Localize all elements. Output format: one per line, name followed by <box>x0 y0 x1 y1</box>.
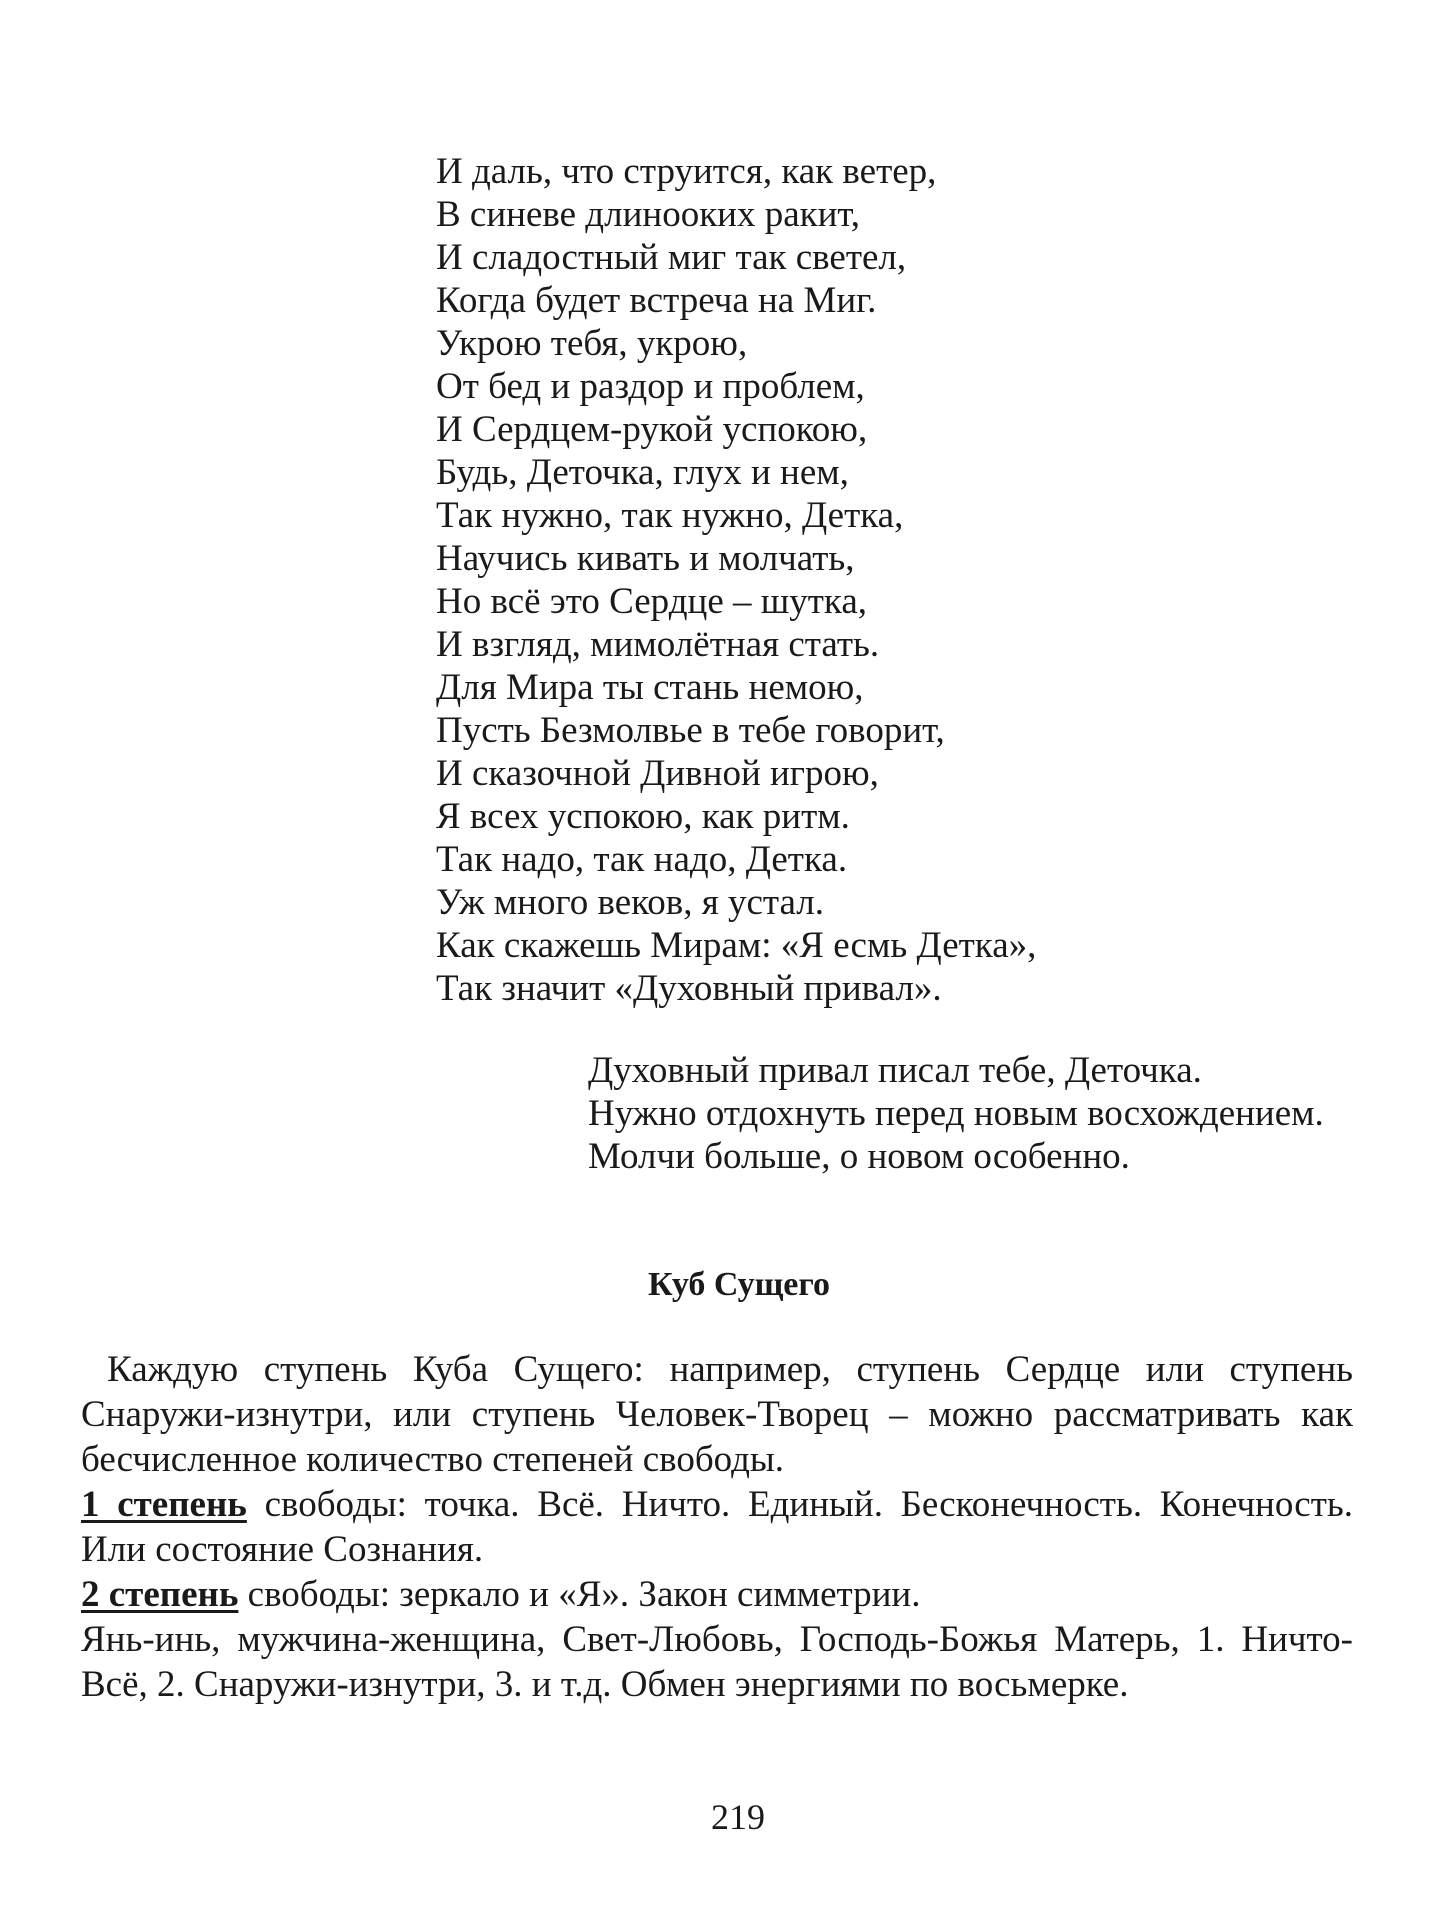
poem-line: Пусть Безмолвье в тебе говорит, <box>436 710 945 751</box>
note-line: Духовный привал писал тебе, Деточка. <box>588 1050 1202 1091</box>
section-body <box>81 1347 1353 1707</box>
degree-2-text: свободы: зеркало и «Я». Закон симметрии. <box>238 1574 921 1615</box>
poem-line: Но всё это Сердце – шутка, <box>436 581 867 622</box>
poem-line: От бед и раздор и проблем, <box>436 366 865 407</box>
poem-note <box>588 1049 1324 1178</box>
poem-line: И Сердцем-рукой успокою, <box>436 409 868 450</box>
degree-1-paragraph <box>81 1482 1353 1572</box>
poem-line: Для Мира ты стань немою, <box>436 667 864 708</box>
poem-line: И даль, что струится, как ветер, <box>436 151 937 192</box>
poem-line: И сладостный миг так светел, <box>436 237 907 278</box>
degree-1-label: 1 степень <box>81 1484 247 1525</box>
page-number: 219 <box>711 1797 765 1837</box>
poem-line: И взгляд, мимолётная стать. <box>436 624 880 665</box>
poem-line: Так значит «Духовный привал». <box>436 968 942 1009</box>
poem-line: Уж много веков, я устал. <box>436 882 824 923</box>
poem-line: Когда будет встреча на Миг. <box>436 280 877 321</box>
degree-2-label: 2 степень <box>81 1574 239 1615</box>
poem-line: Я всех успокою, как ритм. <box>436 796 850 837</box>
poem-line: Укрою тебя, укрою, <box>436 323 748 364</box>
poem-line: Как скажешь Мирам: «Я есмь Детка», <box>436 925 1037 966</box>
poem <box>436 150 1136 1010</box>
poem-line: В синеве длинооких ракит, <box>436 194 861 235</box>
poem-line: Так нужно, так нужно, Детка, <box>436 495 904 536</box>
degree-2-paragraph <box>81 1572 1353 1617</box>
poem-line: Будь, Деточка, глух и нем, <box>436 452 849 493</box>
poem-line: И сказочной Дивной игрою, <box>436 753 879 794</box>
intro-paragraph: Каждую ступень Куба Сущего: например, ступень Сердце или ступень Снаружи-изнутри, или ступень Человек-Творец – можно рассматривать как бесчисленное количество степеней свободы. <box>81 1349 1353 1480</box>
degree-1-text: свободы: точка. Всё. Ничто. Единый. Бесконечность. Конечность. Или состояние Сознания. <box>81 1484 1353 1570</box>
note-line: Нужно отдохнуть перед новым восхождением. <box>588 1093 1324 1134</box>
note-line: Молчи больше, о новом особенно. <box>588 1136 1130 1177</box>
section-title: Куб Сущего <box>648 1266 830 1303</box>
poem-line: Научись кивать и молчать, <box>436 538 855 579</box>
degree-2-details: Янь-инь, мужчина-женщина, Свет-Любовь, Господь-Божья Матерь, 1. Ничто-Всё, 2. Снаружи-изнутри, 3. и т.д. Обмен энергиями по восьмерке. <box>81 1619 1353 1705</box>
poem-line: Так надо, так надо, Детка. <box>436 839 848 880</box>
